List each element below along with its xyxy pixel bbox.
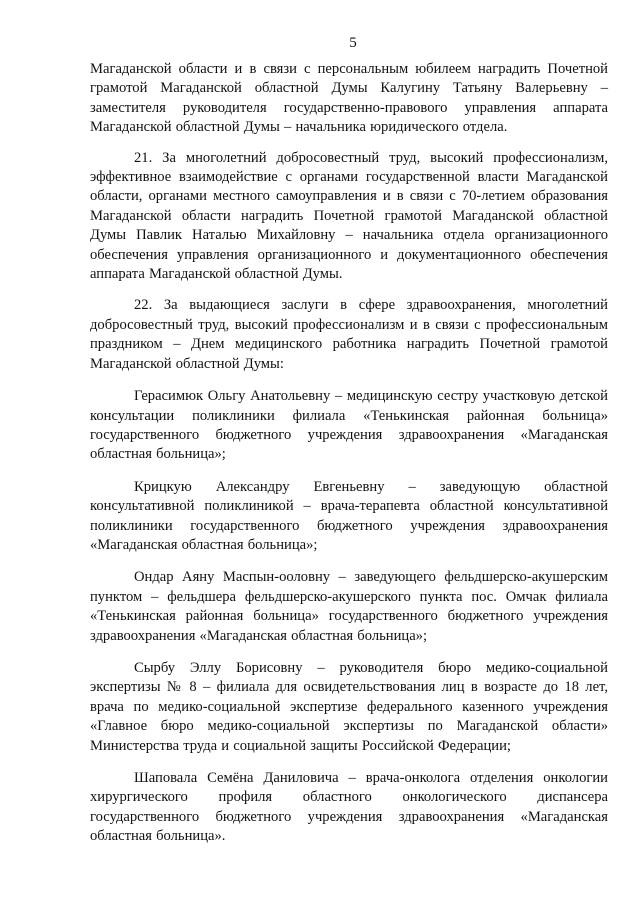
paragraph-item-22: 22. За выдающиеся заслуги в сфере здравоохранения, многолетний добросовестный труд, высокий профессионализм и в связи с профессиональным праздником – Днем медицинского работника наградить Почетной грамотой Магаданской областной Думы: [90, 297, 608, 372]
page-number: 5 [349, 35, 357, 51]
award-entry-gerasimyuk: Герасимюк Ольгу Анатольевну – медицинскую сестру участковую детской консультации поликлиники филиала «Тенькинская районная больница» государственного бюджетного учреждения здравоохранения «Магаданская областная больница»; [90, 388, 608, 463]
paragraph-item-21: 21. За многолетний добросовестный труд, высокий профессионализм, эффективное взаимодействие с органами государственной власти Магаданской области, органами местного самоуправления и в связи с 70-летием образования Магаданской области наградить Почетной грамотой Магаданской областной Думы Павлик Наталью Михайловну – начальника отдела организационного обеспечения управления организационного и документационного обеспечения аппарата Магаданской областной Думы. [90, 149, 608, 283]
award-entry-ondar: Ондар Аяну Маспын-ооловну – заведующего фельдшерско-акушерским пунктом – фельдшера фельдшерско-акушерского пункта пос. Омчак филиала «Тенькинская районная больница» государственного бюджетного учреждения здравоохранения «Магаданская областная больница»; [90, 569, 608, 644]
award-entry-shapoval: Шаповала Семёна Даниловича – врача-онколога отделения онкологии хирургического профиля областного онкологического диспансера государственного бюджетного учреждения здравоохранения «Магаданская областная больница». [90, 770, 608, 845]
award-entry-syrbu: Сырбу Эллу Борисовну – руководителя бюро медико-социальной экспертизы № 8 – филиала для освидетельствования лиц в возрасте до 18 лет, врача по медико-социальной экспертизе федерального казенного учреждения «Главное бюро медико-социальной экспертизы по Магаданской области» Министерства труда и социальной защиты Российской Федерации; [90, 659, 608, 754]
paragraph-continuation: Магаданской области и в связи с персональным юбилеем наградить Почетной грамотой Магаданской областной Думы Калугину Татьяну Валерьевну – заместителя руководителя государственно-правового управления аппарата Магаданской областной Думы – начальника юридического отдела. [90, 61, 608, 136]
award-entry-kritskaya: Крицкую Александру Евгеньевну – заведующую областной консультативной поликлиникой – врача-терапевта областной консультативной поликлиники государственного бюджетного учреждения здравоохранения «Магаданская областная больница»; [90, 478, 608, 553]
